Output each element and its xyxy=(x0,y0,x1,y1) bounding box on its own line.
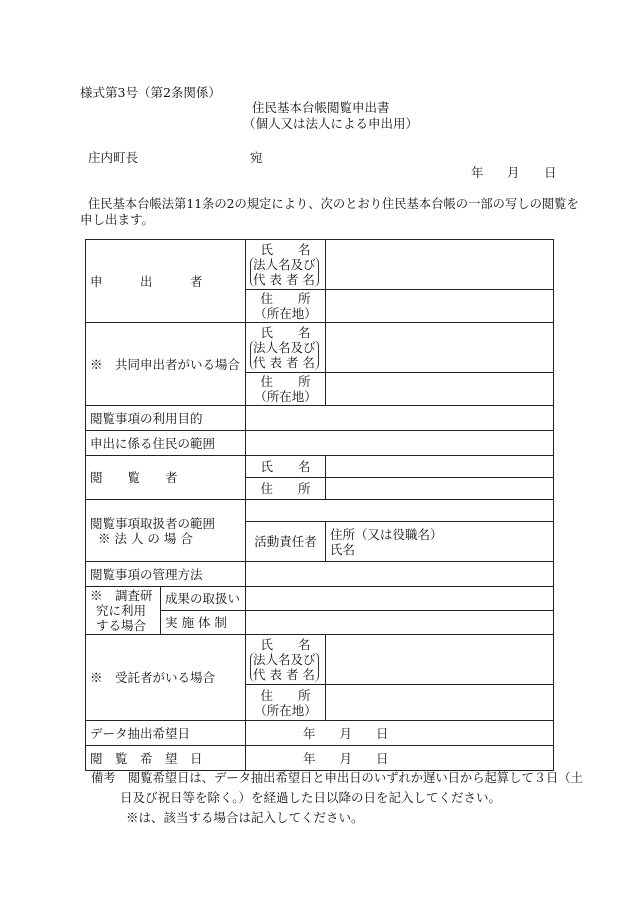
intro-line-2: 申し出ます。 xyxy=(80,212,155,227)
note-line-3: ※は、該当する場合は記入してください。 xyxy=(126,810,364,825)
activity-manager-label: 活動責任者 xyxy=(246,522,326,562)
research-label: ※ 調査研 究に利用 する場合 xyxy=(86,587,161,635)
co-applicant-address-label: 住 所 （所在地） xyxy=(246,373,326,406)
am-address-label: 住所（又は役職名） xyxy=(330,526,443,542)
application-table xyxy=(85,239,554,771)
note-line-2: 日及び祝日等を除く。）を経過した日以降の日を記入してください。 xyxy=(120,790,502,805)
management-field[interactable] xyxy=(246,562,554,587)
honorific: 宛 xyxy=(250,150,263,165)
note-line-1: 備考 閲覧希望日は、データ抽出希望日と申出日のいずれか遅い日から起算して３日（土 xyxy=(91,771,583,785)
handler-scope-label: 閲覧事項取扱者の範囲 ※ 法 人 の 場 合 xyxy=(86,500,246,562)
viewer-name-label: 氏 名 xyxy=(246,456,326,478)
viewer-address-field[interactable] xyxy=(326,478,554,500)
purpose-field[interactable] xyxy=(246,406,554,431)
extract-date-field[interactable]: 年 月 日 xyxy=(246,721,554,746)
extract-date-label: データ抽出希望日 xyxy=(86,721,246,746)
co-applicant-name-label: 氏 名 法人名及び 代 表 者 名 xyxy=(246,323,326,373)
am-name-label: 氏名 xyxy=(330,541,356,557)
view-date-field[interactable]: 年 月 日 xyxy=(246,746,554,771)
form-number: 様式第3号（第2条関係） xyxy=(80,85,221,100)
form-title: 住民基本台帳閲覧申出書 xyxy=(252,100,390,115)
scope-label: 申出に係る住民の範囲 xyxy=(86,431,246,456)
system-field[interactable] xyxy=(246,611,554,635)
purpose-label: 閲覧事項の利用目的 xyxy=(86,406,246,431)
intro-line-1: 住民基本台帳法第11条の2の規定により、次のとおり住民基本台帳の一部の写しの閲覧を xyxy=(88,197,579,211)
date-month: 月 xyxy=(507,165,520,180)
applicant-label: 申 出 者 xyxy=(86,240,246,323)
scope-field[interactable] xyxy=(246,431,554,456)
co-applicant-address-field[interactable] xyxy=(326,373,554,406)
date-day: 日 xyxy=(544,165,557,180)
contractor-name-label: 氏 名 法人名及び 代 表 者 名 xyxy=(246,635,326,685)
viewer-name-field[interactable] xyxy=(326,456,554,478)
date-year: 年 xyxy=(471,165,484,180)
contractor-address-label: 住 所 （所在地） xyxy=(246,685,326,721)
applicant-address-field[interactable] xyxy=(326,290,554,323)
management-label: 閲覧事項の管理方法 xyxy=(86,562,246,587)
form-subtitle: （個人又は法人による申出用） xyxy=(243,116,419,131)
applicant-name-label: 氏 名 法人名及び 代 表 者 名 xyxy=(246,240,326,290)
contractor-name-field[interactable] xyxy=(326,635,554,685)
results-label: 成果の取扱い xyxy=(161,587,246,611)
addressee: 庄内町長 xyxy=(88,150,139,165)
contractor-address-field[interactable] xyxy=(326,685,554,721)
activity-manager-field[interactable] xyxy=(326,522,554,562)
view-date-label: 閲 覧 希 望 日 xyxy=(86,746,246,771)
co-applicant-label: ※ 共同申出者がいる場合 xyxy=(86,323,246,406)
contractor-label: ※ 受託者がいる場合 xyxy=(86,635,246,721)
system-label: 実 施 体 制 xyxy=(161,611,246,635)
applicant-name-field[interactable] xyxy=(326,240,554,290)
viewer-address-label: 住 所 xyxy=(246,478,326,500)
results-field[interactable] xyxy=(246,587,554,611)
handler-scope-field[interactable] xyxy=(246,500,554,522)
viewer-label: 閲 覧 者 xyxy=(86,456,246,500)
applicant-address-label: 住 所 （所在地） xyxy=(246,290,326,323)
co-applicant-name-field[interactable] xyxy=(326,323,554,373)
